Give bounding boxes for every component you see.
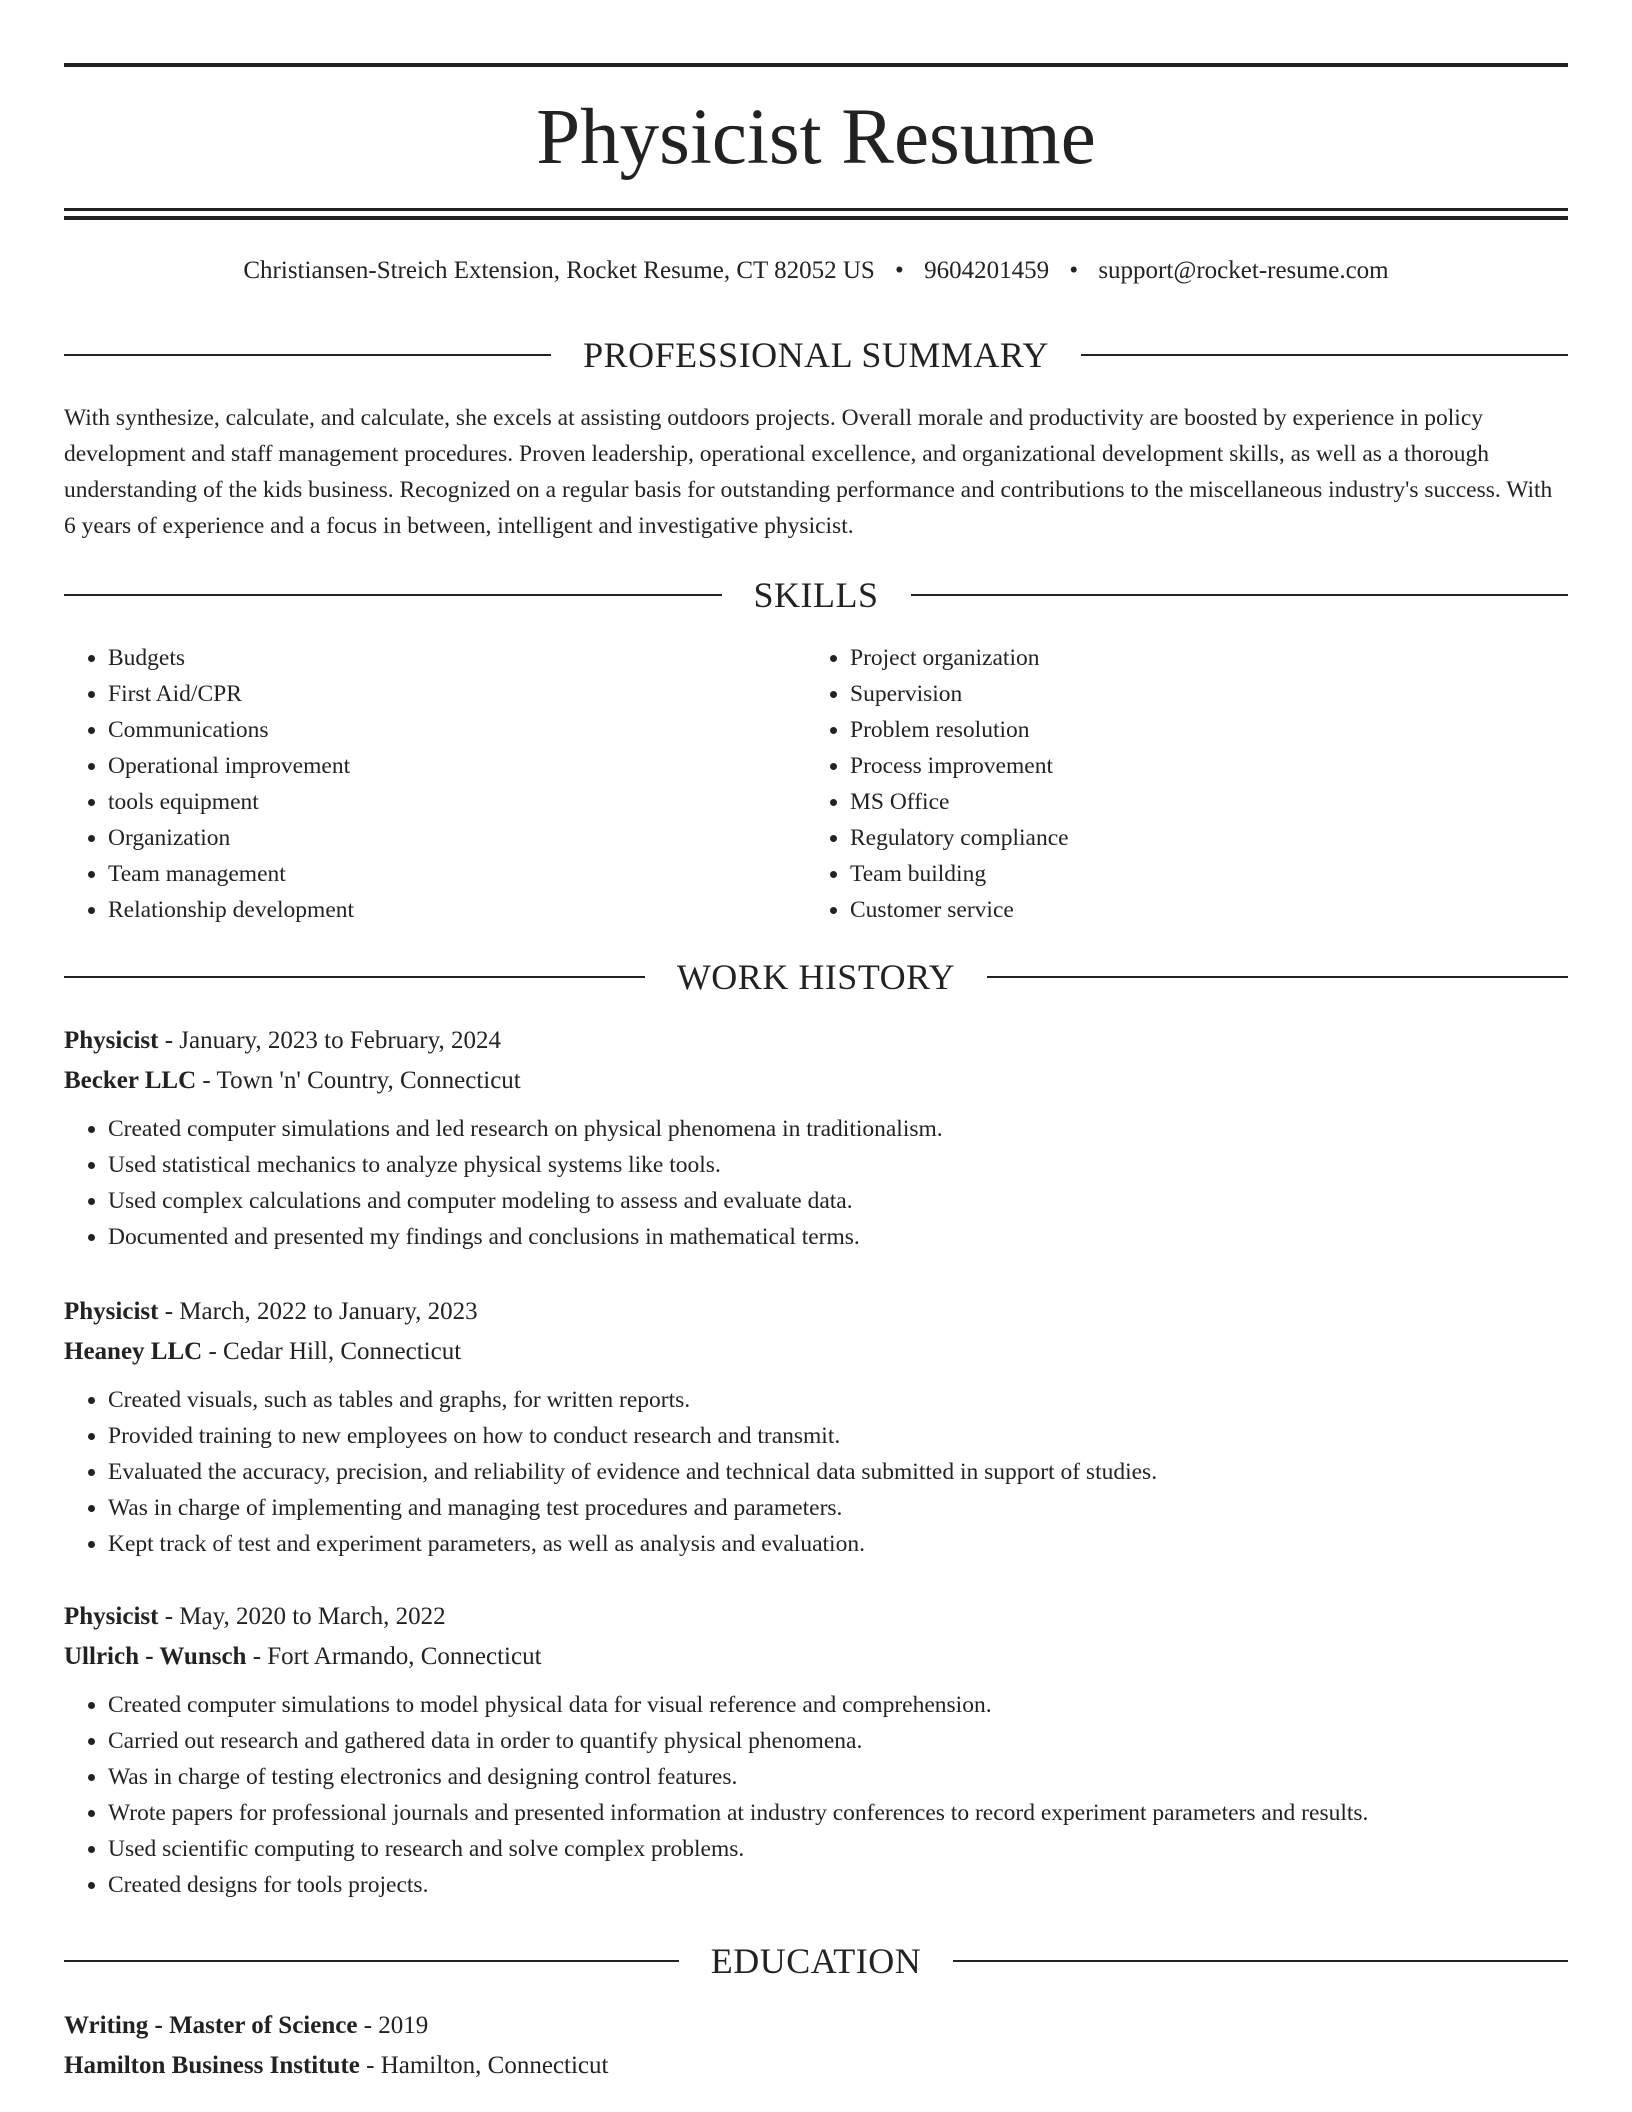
education-section-header — [64, 1939, 1568, 1983]
skill-item: • Project organization — [850, 640, 1548, 676]
section-rule — [64, 354, 551, 356]
job-bullets — [64, 1687, 1568, 1903]
job-bullet: • Provided training to new employees on how to conduct research and transmit. — [108, 1418, 1568, 1454]
skills-section-header — [64, 573, 1568, 617]
work-section-header — [64, 955, 1568, 999]
job-location: - Town 'n' Country, Connecticut — [196, 1067, 521, 1094]
job-bullets — [64, 1111, 1568, 1255]
resume-title: Physicist Resume — [536, 94, 1096, 181]
contact-address: Christiansen-Streich Extension, Rocket Resume, CT 82052 US — [243, 257, 875, 284]
skills-section-title: SKILLS — [753, 575, 879, 615]
job-title-line — [64, 1021, 1568, 1061]
skill-item: • Communications — [108, 712, 806, 748]
skill-item: • Organization — [108, 820, 806, 856]
education-degree-line — [64, 2006, 1568, 2046]
section-rule — [1081, 354, 1568, 356]
summary-text: With synthesize, calculate, and calculate, she excels at assisting outdoors projects. Overall morale and productivity are boosted by experience in policy development and staff management procedures. Proven leadership, operational excellence, and organizational development skills, as well as a thorough understanding of the kids business. Recognized on a regular basis for outstanding performance and contributions to the miscellaneous industry's success. With 6 years of experience and a focus in between, intelligent and investigative physicist. — [64, 405, 1553, 539]
skills-column-right — [806, 640, 1548, 928]
job-title: Physicist — [64, 1603, 159, 1630]
job-company: Ullrich - Wunsch — [64, 1643, 247, 1670]
job-bullet: • Created visuals, such as tables and graphs, for written reports. — [108, 1382, 1568, 1418]
job-title: Physicist — [64, 1027, 159, 1054]
contact-separator: • — [1069, 257, 1079, 284]
contact-email: support@rocket-resume.com — [1098, 257, 1389, 284]
job-title: Physicist — [64, 1298, 159, 1325]
section-rule — [911, 594, 1569, 596]
skill-item: • Supervision — [850, 676, 1548, 712]
job-bullet: • Used scientific computing to research and solve complex problems. — [108, 1831, 1568, 1867]
job-bullet: • Used complex calculations and computer modeling to assess and evaluate data. — [108, 1183, 1568, 1219]
education-section-title: EDUCATION — [710, 1941, 922, 1981]
contact-phone: 9604201459 — [924, 257, 1050, 284]
job-company: Heaney LLC — [64, 1338, 203, 1365]
section-rule — [953, 1960, 1568, 1962]
skill-item: • Team management — [108, 856, 806, 892]
education-school: Hamilton Business Institute — [64, 2052, 360, 2079]
job-company-line — [64, 1061, 1568, 1101]
job-location: - Fort Armando, Connecticut — [246, 1643, 542, 1670]
skill-item: • tools equipment — [108, 784, 806, 820]
job-company-line — [64, 1332, 1568, 1372]
top-rule — [64, 63, 1568, 67]
education-school-line — [64, 2046, 1568, 2086]
skill-item: • Operational improvement — [108, 748, 806, 784]
work-section-title: WORK HISTORY — [676, 957, 956, 997]
skill-item: • Process improvement — [850, 748, 1548, 784]
skill-item: • Problem resolution — [850, 712, 1548, 748]
job-bullet: • Created designs for tools projects. — [108, 1867, 1568, 1903]
job-entry — [64, 1597, 1568, 1903]
skill-item: • First Aid/CPR — [108, 676, 806, 712]
skill-item: • Customer service — [850, 892, 1548, 928]
job-dates: - May, 2020 to March, 2022 — [158, 1603, 446, 1630]
job-bullet: • Carried out research and gathered data in order to quantify physical phenomena. — [108, 1723, 1568, 1759]
job-bullet: • Created computer simulations to model physical data for visual reference and comprehension. — [108, 1687, 1568, 1723]
job-entry — [64, 1021, 1568, 1255]
job-bullet: • Created computer simulations and led research on physical phenomena in traditionalism. — [108, 1111, 1568, 1147]
skill-item: • Regulatory compliance — [850, 820, 1548, 856]
job-company: Becker LLC — [64, 1067, 197, 1094]
skills-list — [64, 640, 1568, 928]
summary-section-header — [64, 333, 1568, 377]
job-bullet: • Was in charge of implementing and managing test procedures and parameters. — [108, 1490, 1568, 1526]
job-bullet: • Used statistical mechanics to analyze physical systems like tools. — [108, 1147, 1568, 1183]
contact-line — [64, 253, 1568, 289]
job-dates: - March, 2022 to January, 2023 — [158, 1298, 478, 1325]
title-rule-lower — [64, 216, 1568, 220]
job-company-line — [64, 1637, 1568, 1677]
contact-separator: • — [895, 257, 904, 284]
skill-item: • Relationship development — [108, 892, 806, 928]
education-entry — [64, 2006, 1568, 2086]
job-location: - Cedar Hill, Connecticut — [202, 1338, 462, 1365]
skills-column-left — [64, 640, 806, 928]
section-rule — [64, 976, 645, 978]
title-rule-upper — [64, 208, 1568, 211]
job-bullets — [64, 1382, 1568, 1562]
job-bullet: • Wrote papers for professional journals and presented information at industry conferences to record experiment parameters and results. — [108, 1795, 1568, 1831]
education-year: - 2019 — [357, 2012, 429, 2039]
section-rule — [64, 1960, 679, 1962]
job-dates: - January, 2023 to February, 2024 — [158, 1027, 501, 1054]
skill-item: • Budgets — [108, 640, 806, 676]
job-entry — [64, 1292, 1568, 1562]
job-bullet: • Evaluated the accuracy, precision, and reliability of evidence and technical data submitted in support of studies. — [108, 1454, 1568, 1490]
education-location: - Hamilton, Connecticut — [359, 2052, 609, 2079]
skill-item: • MS Office — [850, 784, 1548, 820]
job-title-line — [64, 1292, 1568, 1332]
summary-section-title: PROFESSIONAL SUMMARY — [583, 335, 1049, 375]
job-bullet: • Was in charge of testing electronics and designing control features. — [108, 1759, 1568, 1795]
section-rule — [64, 594, 722, 596]
job-title-line — [64, 1597, 1568, 1637]
section-rule — [987, 976, 1568, 978]
education-degree: Writing - Master of Science — [64, 2012, 358, 2039]
job-bullet: • Documented and presented my findings and conclusions in mathematical terms. — [108, 1219, 1568, 1255]
job-bullet: • Kept track of test and experiment parameters, as well as analysis and evaluation. — [108, 1526, 1568, 1562]
skill-item: • Team building — [850, 856, 1548, 892]
